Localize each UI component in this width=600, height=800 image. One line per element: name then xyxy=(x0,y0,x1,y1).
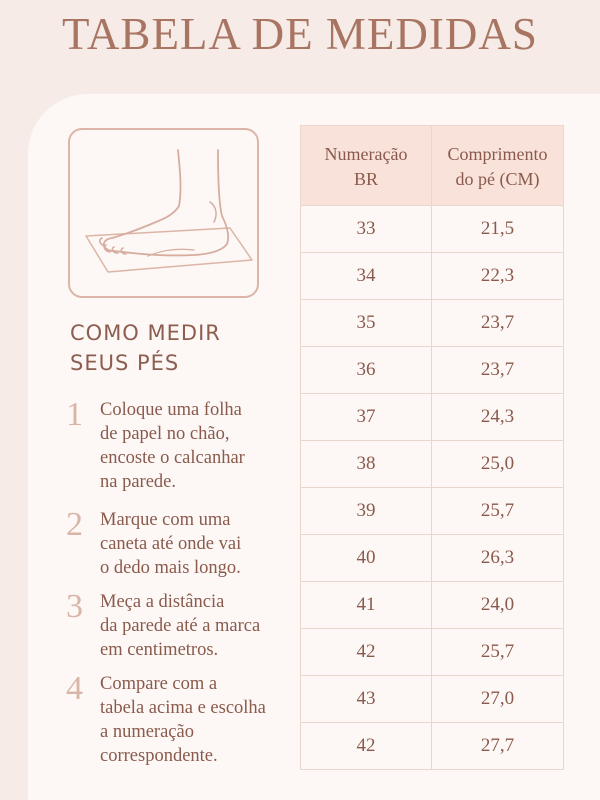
page-title: TABELA DE MEDIDAS xyxy=(62,9,538,59)
size-cell: 33 xyxy=(356,218,376,239)
length-cell: 23,7 xyxy=(480,312,515,333)
size-cell: 35 xyxy=(356,312,376,333)
table-header xyxy=(301,126,563,206)
table-row xyxy=(301,535,563,582)
size-cell: 42 xyxy=(356,641,376,662)
size-cell: 43 xyxy=(356,688,376,709)
step-number: 2 xyxy=(66,506,83,543)
step-text xyxy=(100,508,300,580)
length-cell: 25,7 xyxy=(480,641,515,662)
size-cell: 41 xyxy=(356,594,376,615)
step-number: 3 xyxy=(66,588,83,625)
column-header-line: BR xyxy=(353,169,378,189)
step-number: 4 xyxy=(66,670,83,707)
step-text-line: tabela acima e escolha xyxy=(100,698,266,718)
foot-on-paper-icon xyxy=(70,130,261,300)
column-header-size xyxy=(301,142,431,192)
step-text-line: em centimetros. xyxy=(100,640,219,660)
table-row xyxy=(301,206,563,253)
table-row xyxy=(301,723,563,770)
table-row xyxy=(301,347,563,394)
step-text-line: o dedo mais longo. xyxy=(100,558,241,578)
table-row xyxy=(301,394,563,441)
step-text xyxy=(100,672,300,768)
size-cell: 42 xyxy=(356,735,376,756)
table-row xyxy=(301,676,563,723)
step-text-line: caneta até onde vai xyxy=(100,534,242,554)
step-text-line: da parede até a marca xyxy=(100,616,261,636)
table-row xyxy=(301,629,563,676)
length-cell: 24,0 xyxy=(480,594,515,615)
length-cell: 23,7 xyxy=(480,359,515,380)
length-cell: 27,7 xyxy=(480,735,515,756)
step-text-line: na parede. xyxy=(100,472,177,492)
how-to-measure-title-line: COMO MEDIR xyxy=(70,321,221,345)
length-cell: 24,3 xyxy=(480,406,515,427)
step-text xyxy=(100,398,300,494)
length-cell: 25,0 xyxy=(480,453,515,474)
step-text-line: Coloque uma folha xyxy=(100,400,242,420)
foot-illustration xyxy=(68,128,259,298)
length-cell: 25,7 xyxy=(480,500,515,521)
size-cell: 39 xyxy=(356,500,376,521)
size-cell: 37 xyxy=(356,406,376,427)
table-row xyxy=(301,582,563,629)
step-text-line: Marque com uma xyxy=(100,510,231,530)
step-text-line: Compare com a xyxy=(100,674,218,694)
table-row xyxy=(301,253,563,300)
column-header-line: Comprimento xyxy=(447,144,548,164)
step-text xyxy=(100,590,300,662)
step-text-line: correspondente. xyxy=(100,746,218,766)
column-header-length xyxy=(432,142,563,192)
length-cell: 21,5 xyxy=(480,218,515,239)
length-cell: 26,3 xyxy=(480,547,515,568)
size-cell: 36 xyxy=(356,359,376,380)
step-text-line: encoste o calcanhar xyxy=(100,448,245,468)
how-to-measure-title-line: SEUS PÉS xyxy=(70,351,180,375)
step-text-line: a numeração xyxy=(100,722,194,742)
table-row xyxy=(301,300,563,347)
table-row xyxy=(301,441,563,488)
length-cell: 27,0 xyxy=(480,688,515,709)
how-to-measure-title xyxy=(70,318,290,378)
step-text-line: de papel no chão, xyxy=(100,424,230,444)
size-table xyxy=(300,125,564,770)
step-text-line: Meça a distância xyxy=(100,592,225,612)
table-row xyxy=(301,488,563,535)
size-cell: 38 xyxy=(356,453,376,474)
step-number: 1 xyxy=(66,396,83,433)
size-cell: 40 xyxy=(356,547,376,568)
length-cell: 22,3 xyxy=(480,265,515,286)
column-header-line: Numeração xyxy=(324,144,408,164)
column-header-line: do pé (CM) xyxy=(455,169,540,189)
size-cell: 34 xyxy=(356,265,376,286)
